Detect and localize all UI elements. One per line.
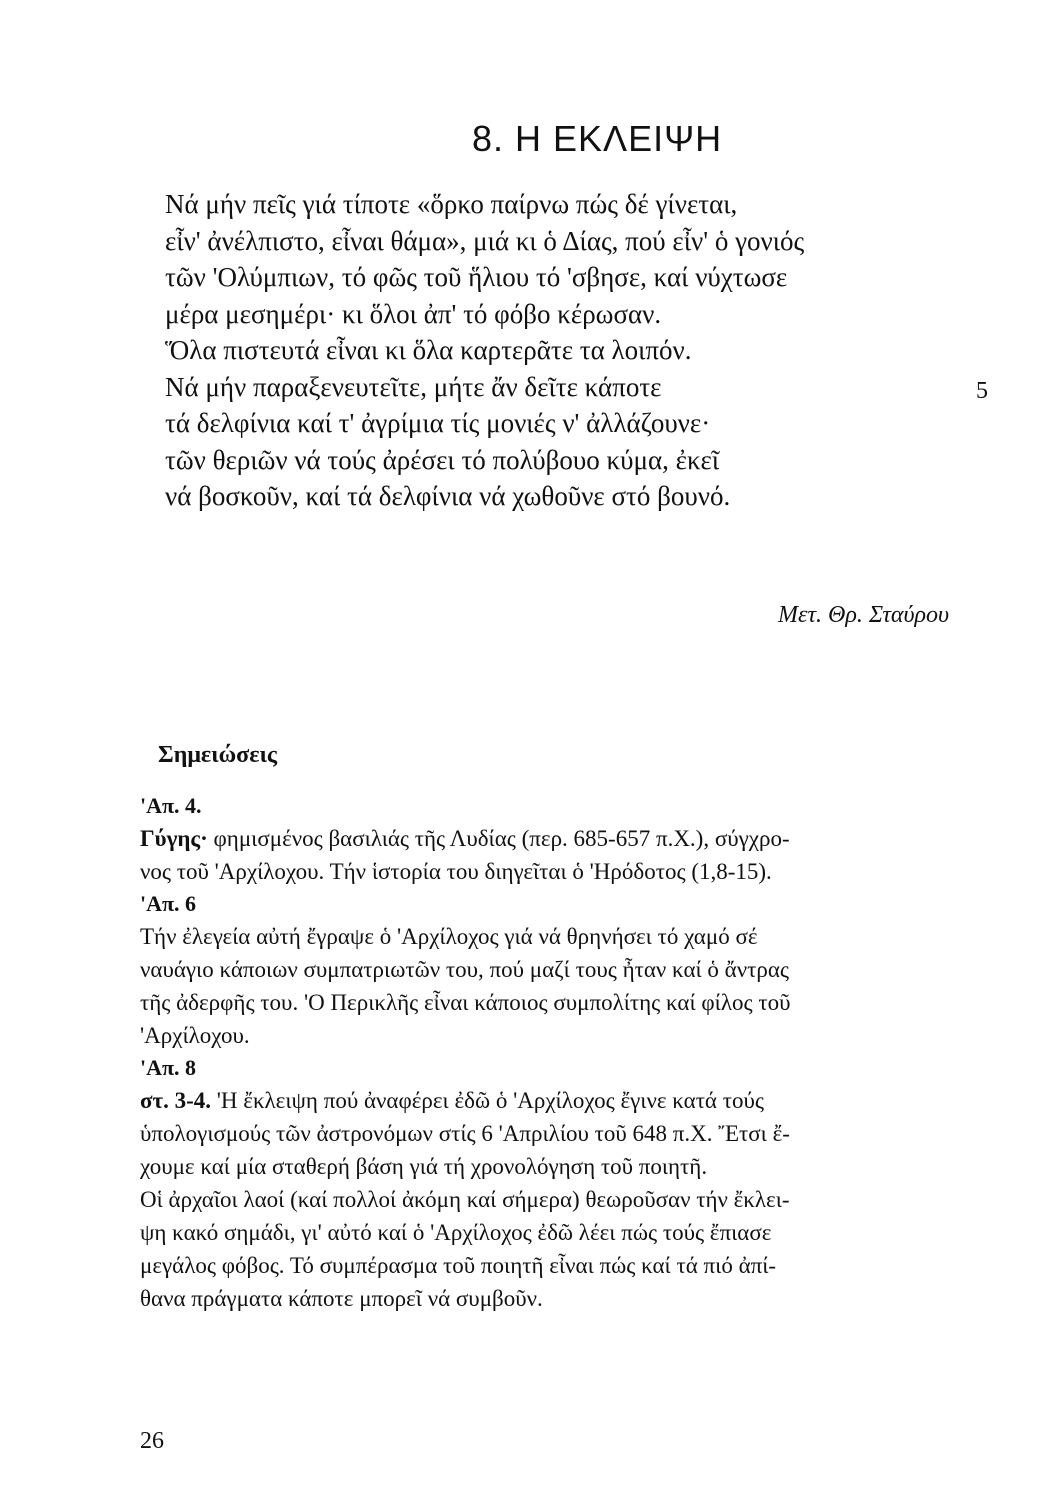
note-line: νος τοῦ 'Αρχίλοχου. Τήν ἱστορία του διηγεῖται ὁ 'Ηρόδοτος (1,8-15). <box>140 859 772 884</box>
note-line-text: φημισμένος βασιλιάς τῆς Λυδίας (περ. 685-657 π.Χ.), σύγχρο- <box>207 826 790 851</box>
poem-line: εἶν' ἀνέλπιστο, εἶναι θάμα», μιά κι ὁ Δίας, πού εἶν' ὁ γονιός <box>165 225 805 256</box>
poem-line: τῶν θεριῶν νά τούς ἀρέσει τό πολύβουο κύμα, ἐκεῖ <box>165 444 720 475</box>
notes-heading: Σημειώσεις <box>158 742 278 768</box>
note-line: ὑπολογισμούς τῶν ἀστρονόμων στίς 6 'Απριλίου τοῦ 648 π.Χ. Ἔτσι ἔ- <box>140 1121 790 1146</box>
note-line: Τήν ἐλεγεία αὐτή ἔγραψε ὁ 'Αρχίλοχος γιά νά θρηνήσει τό χαμό σέ <box>140 924 758 949</box>
note-ref: 'Απ. 6 <box>140 891 197 916</box>
note-ref: 'Απ. 8 <box>140 1055 197 1080</box>
note-text <box>140 1084 980 1315</box>
poem-line: Νά μήν πεῖς γιά τίποτε «ὅρκο παίρνω πώς δέ γίνεται, <box>165 189 738 219</box>
note-text <box>140 822 980 888</box>
poem-line: μέρα μεσημέρι· κι ὅλοι ἀπ' τό φόβο κέρωσαν. <box>165 298 662 329</box>
note-term: στ. 3-4. <box>140 1088 212 1113</box>
poem-line: Ὅλα πιστευτά εἶναι κι ὅλα καρτερᾶτε τα λοιπόν. <box>165 335 692 365</box>
note-line: μεγάλος φόβος. Τό συμπέρασμα τοῦ ποιητῆ εἶναι πώς καί τά πιό ἀπί- <box>140 1253 777 1278</box>
note-line: ψη κακό σημάδι, γι' αὐτό καί ὁ 'Αρχίλοχος ἐδῶ λέει πώς τούς ἔπιασε <box>140 1220 772 1245</box>
page-number: 26 <box>140 1428 164 1454</box>
page-title: 8. Η ΕΚΛΕΙΨΗ <box>472 118 723 159</box>
poem-line-number: 5 <box>976 378 988 404</box>
note-text <box>140 920 980 1052</box>
note-line <box>140 1084 980 1117</box>
notes-block <box>140 790 980 1315</box>
note-line: Οἱ ἀρχαῖοι λαοί (καί πολλοί ἀκόμη καί σήμερα) θεωροῦσαν τήν ἔκλει- <box>140 1187 790 1212</box>
note-line: χουμε καί μία σταθερή βάση γιά τή χρονολόγηση τοῦ ποιητῆ. <box>140 1154 708 1179</box>
note-line <box>140 822 980 855</box>
poem-line: τά δελφίνια καί τ' ἀγρίμια τίς μονιές ν' ἀλλάζουνε· <box>165 408 711 438</box>
note-term: Γύγης· <box>140 826 208 851</box>
poem-line: τῶν 'Ολύμπιων, τό φῶς τοῦ ἥλιου τό 'σβησε, καί νύχτωσε <box>165 262 788 292</box>
poem-line: νά βοσκοῦν, καί τά δελφίνια νά χωθοῦνε στό βουνό. <box>165 481 731 511</box>
note-line: τῆς ἀδερφῆς του. 'Ο Περικλῆς εἶναι κάποιος συμπολίτης καί φίλος τοῦ <box>140 990 791 1015</box>
poem-line: Νά μήν παραξενευτεῖτε, μήτε ἄν δεῖτε κάποτε <box>165 371 662 402</box>
translator-credit: Μετ. Θρ. Σταύρου <box>778 602 950 628</box>
poem-block <box>165 186 945 515</box>
note-line: ναυάγιο κάποιων συμπατριωτῶν του, πού μαζί τους ἦταν καί ὁ ἄντρας <box>140 957 790 982</box>
note-line-text: 'Η ἔκλειψη πού ἀναφέρει ἐδῶ ὁ 'Αρχίλοχος ἔγινε κατά τούς <box>211 1088 764 1113</box>
note-line: 'Αρχίλοχου. <box>140 1023 250 1048</box>
note-line: θανα πράγματα κάποτε μπορεῖ νά συμβοῦν. <box>140 1286 543 1311</box>
note-ref: 'Απ. 4. <box>140 793 202 818</box>
